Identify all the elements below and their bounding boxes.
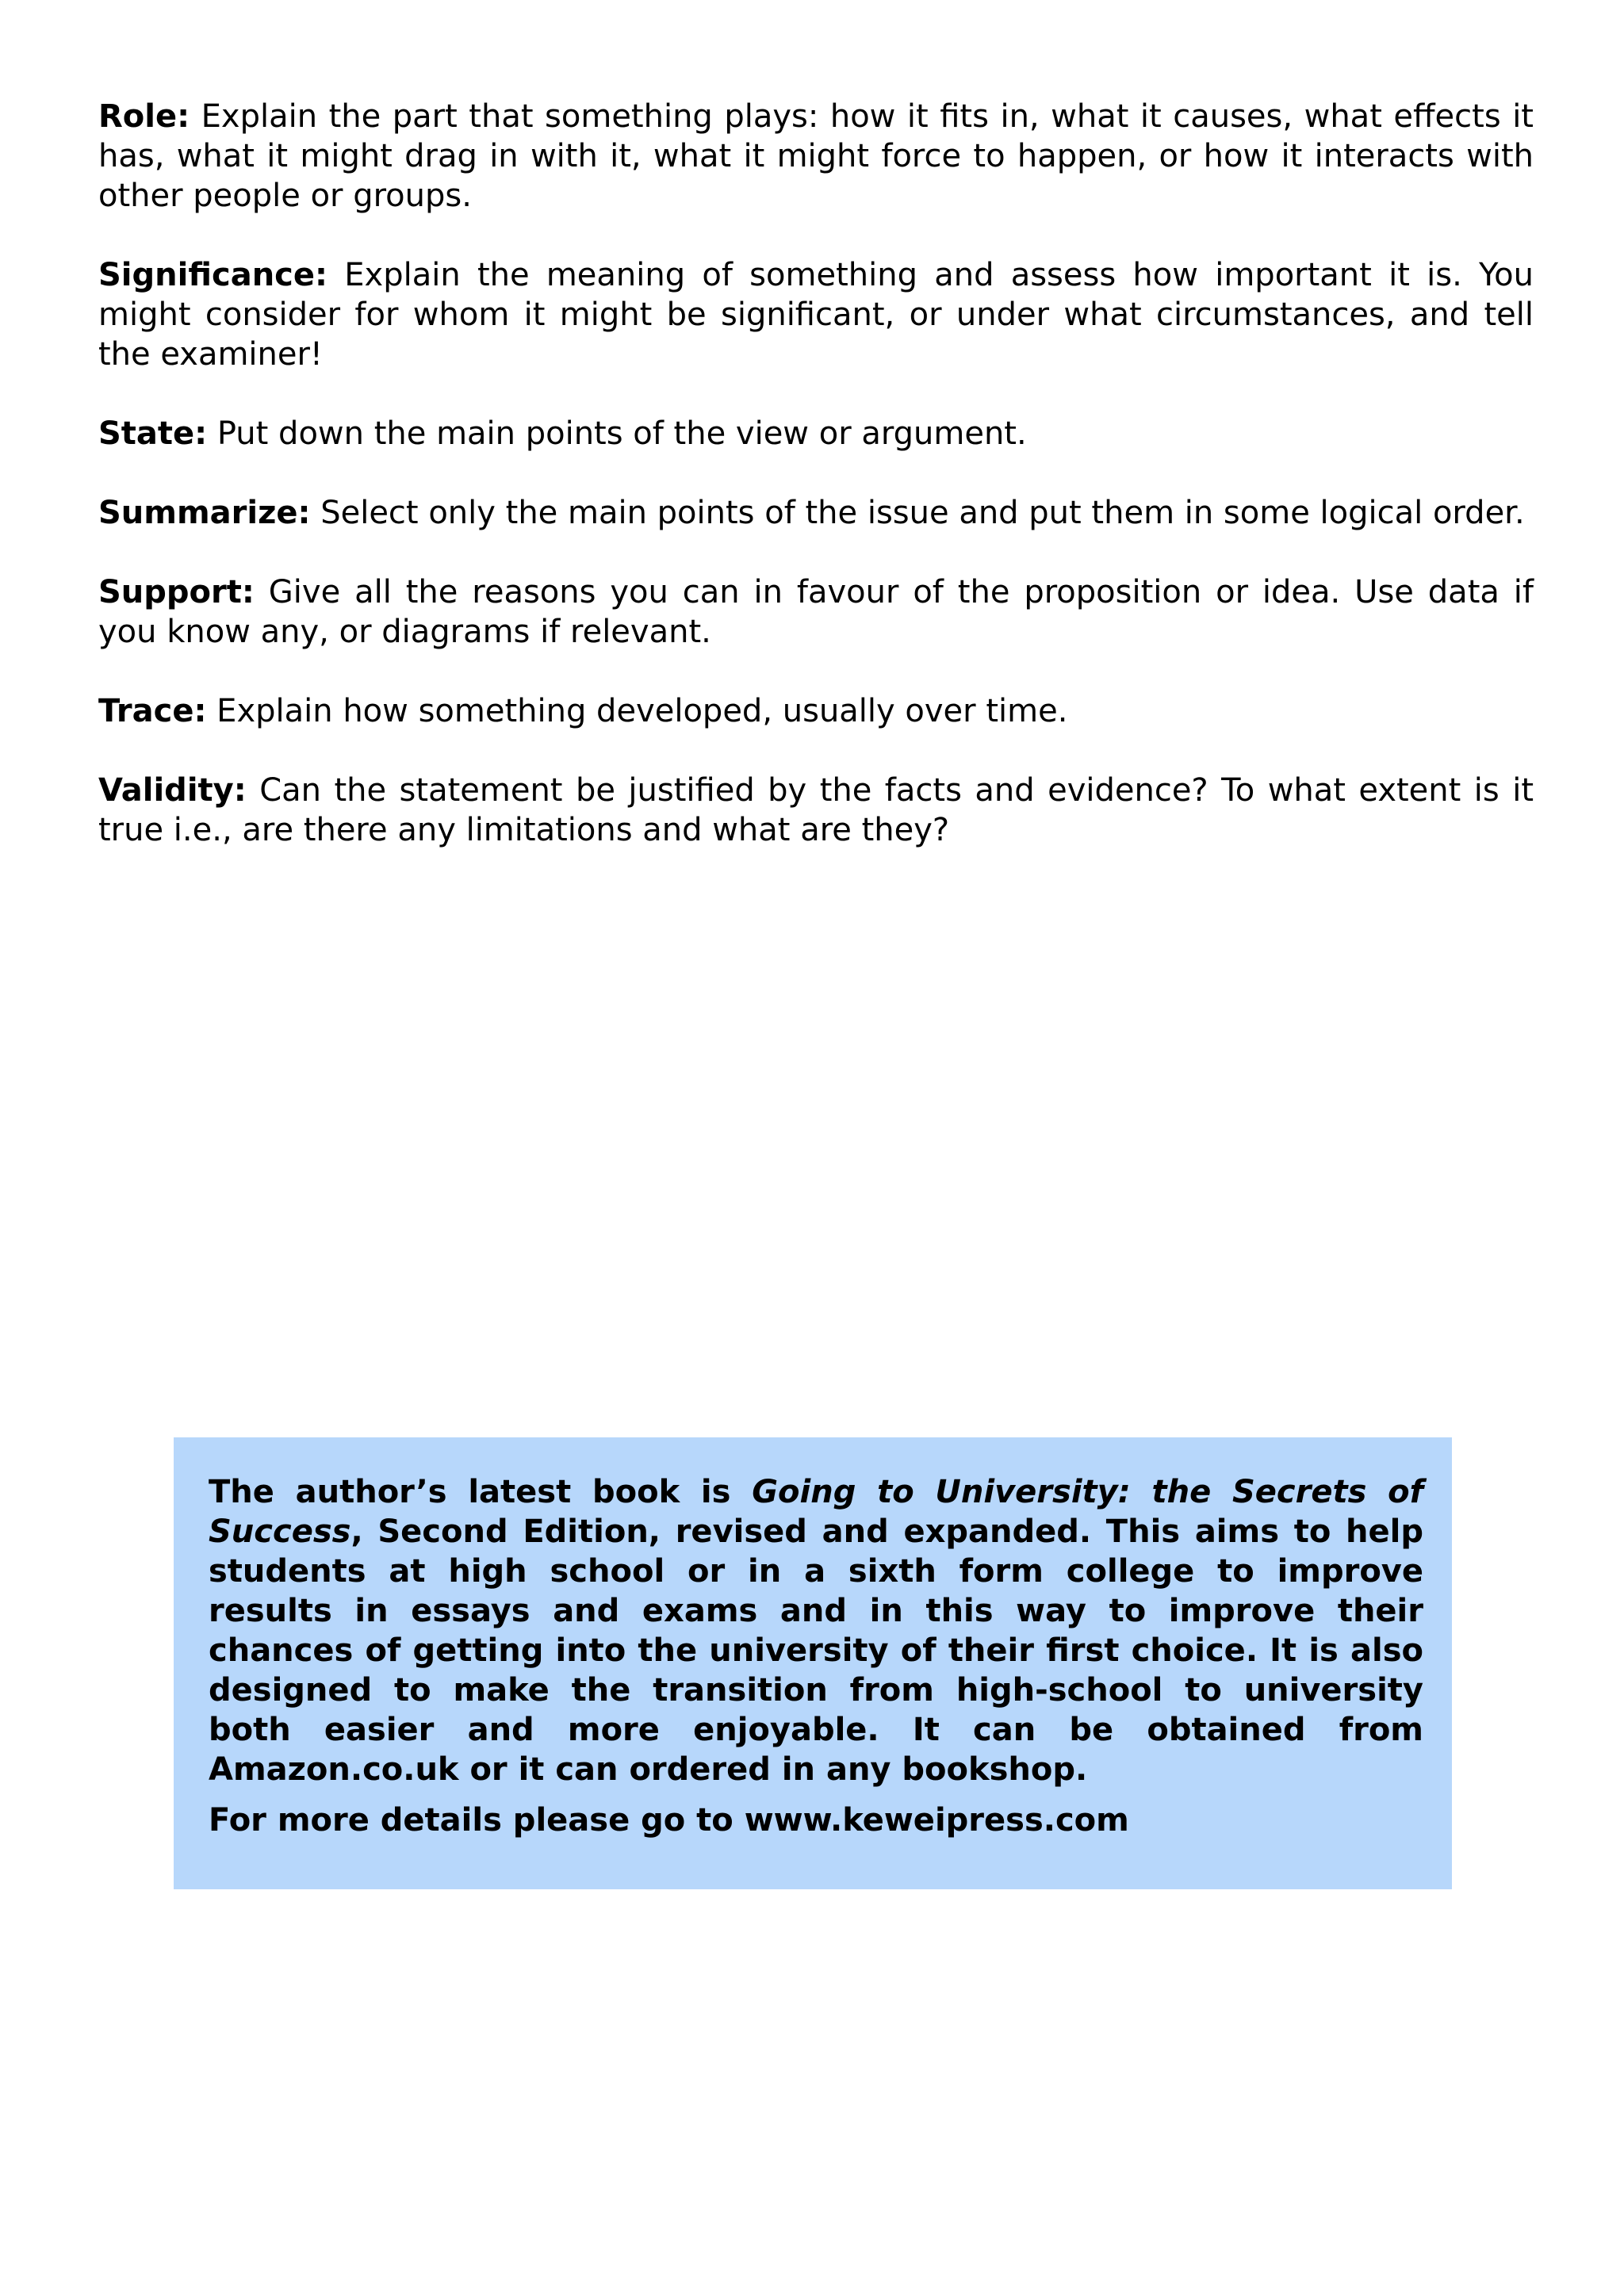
glossary-term: Significance: <box>98 257 328 293</box>
glossary-definition: Give all the reasons you can in favour of the proposition or idea. Use data if you know any, or diagrams if relevant. <box>98 574 1534 650</box>
glossary-definition: Explain the meaning of something and assess how important it is. You might consider for whom it might be significant, or under what circumstances, and tell the examiner! <box>98 257 1534 373</box>
glossary-definition: Explain how something developed, usually over time. <box>216 693 1068 729</box>
glossary-definition: Put down the main points of the view or argument. <box>216 415 1027 452</box>
promo-body: , Second Edition, revised and expanded. This aims to help students at high school or in a sixth form college to improve results in essays and exams and in this way to improve their chances of getting into the university of their first choice. It is also designed to make the transition from high-school to university both easier and more enjoyable. It can be obtained from Amazon.co.uk or it can ordered in any bookshop. <box>209 1513 1423 1788</box>
glossary-entry-summarize <box>98 493 1534 533</box>
glossary-entry-state <box>98 414 1534 453</box>
book-promo-text <box>209 1472 1423 1789</box>
glossary-term: Trace: <box>98 693 207 729</box>
glossary-term: Role: <box>98 98 190 135</box>
glossary-definition: Can the statement be justified by the facts and evidence? To what extent is it true i.e., are there any limitations and what are they? <box>98 772 1534 848</box>
glossary-entry-significance <box>98 255 1534 374</box>
glossary-list <box>98 97 1534 890</box>
glossary-definition: Select only the main points of the issue and put them in some logical order. <box>320 495 1525 531</box>
glossary-entry-trace <box>98 691 1534 731</box>
promo-details-link: For more details please go to www.keweipress.com <box>209 1802 1129 1839</box>
glossary-term: Support: <box>98 574 255 610</box>
glossary-definition: Explain the part that something plays: how it fits in, what it causes, what effects it has, what it might drag in with it, what it might force to happen, or how it interacts with other people or groups. <box>98 98 1534 214</box>
glossary-entry-support <box>98 572 1534 652</box>
book-promo-box <box>174 1437 1452 1889</box>
promo-intro: The author’s latest book is <box>209 1474 753 1510</box>
glossary-term: Validity: <box>98 772 247 809</box>
glossary-entry-validity <box>98 771 1534 850</box>
glossary-entry-role <box>98 97 1534 216</box>
book-title: Going to University: the Secrets of Success <box>209 1474 1424 1550</box>
glossary-term: Summarize: <box>98 495 311 531</box>
glossary-term: State: <box>98 415 208 452</box>
